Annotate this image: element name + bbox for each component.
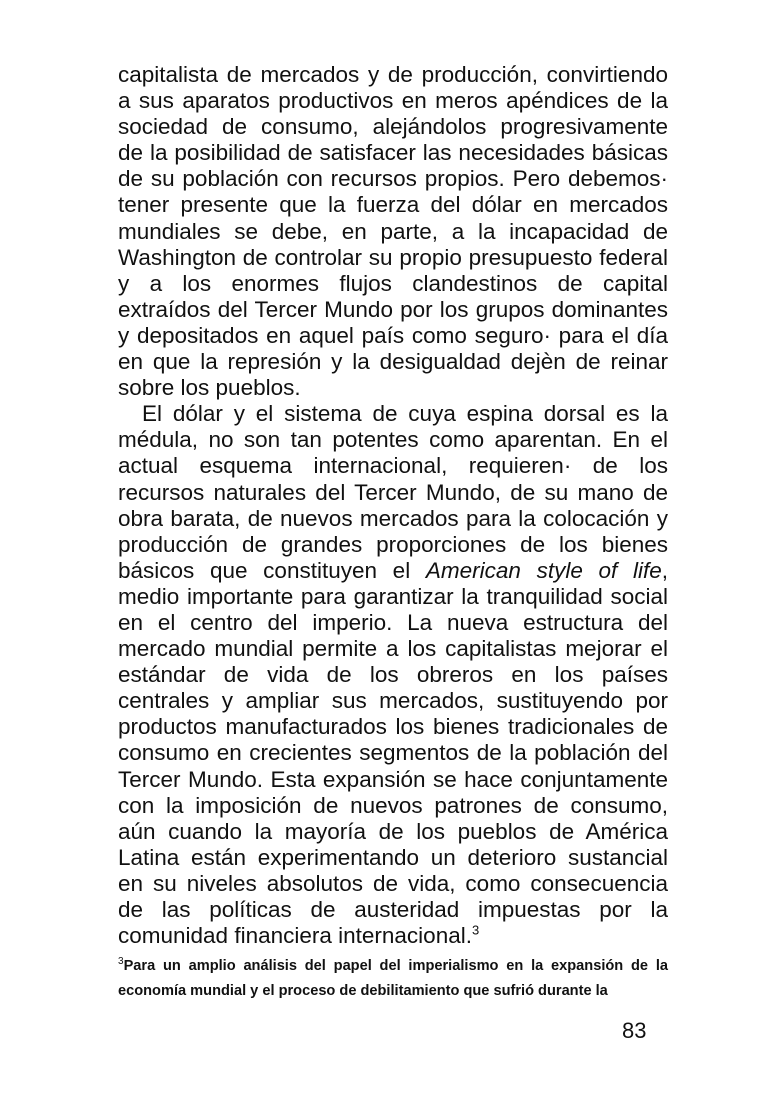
main-text — [118, 62, 668, 949]
italic-phrase: American style of life — [425, 557, 662, 583]
paragraph-1: capitalista de mercados y de producción, convirtiendo a sus aparatos productivos en meros apéndices de la sociedad de consumo, alejándolos progresivamente de la posibilidad de satisfacer las necesidades básicas de su población con recursos propios. Pero debemos· tener presente que la fuerza del dólar en mercados mundiales se debe, en parte, a la incapacidad de Washington de controlar su propio presupuesto federal y a los enormes flujos clandestinos de capital extraídos del Tercer Mundo por los grupos dominantes y depositados en aquel país como seguro· para el día en que la represión y la desigualdad dejèn de reinar sobre los pueblos. — [118, 62, 668, 401]
page-number: 83 — [622, 1018, 647, 1043]
footnote-number: 3 — [118, 956, 124, 968]
paragraph-2-text-end: , medio importante para garantizar la tranquilidad social en el centro del imperio. La nueva estructura del mercado mundial permite a los capitalistas mejorar el estándar de vida de los obreros en los países centrales y ampliar sus mercados, sustituyendo por productos manufacturados los bienes tradicionales de consumo en crecientes segmentos de la población del Tercer Mundo. Esta expansión se hace conjuntamente con la imposición de nuevos patrones de consumo, aún cuando la mayoría de los pueblos de América Latina están experimentando un deterioro sustancial en su niveles absolutos de vida, como consecuencia de las políticas de austeridad impuestas por la comunidad financiera internacional. — [118, 557, 668, 949]
footnote-text: Para un amplio análisis del papel del imperialismo en la expansión de la economía mundial y el proceso de debilitamiento que sufrió durante la — [118, 958, 668, 999]
footnote — [118, 954, 668, 1004]
paragraph-2-text-start: El dólar y el sistema de cuya espina dorsal es la médula, no son tan potentes como aparentan. En el actual esquema internacional, requieren· de los recursos naturales del Tercer Mundo, de su mano de obra barata, de nuevos mercados para la colocación y producción de grandes proporciones de los bienes básicos que constituyen el — [118, 401, 668, 583]
paragraph-2 — [118, 401, 668, 949]
footnote-reference: 3 — [471, 922, 480, 938]
